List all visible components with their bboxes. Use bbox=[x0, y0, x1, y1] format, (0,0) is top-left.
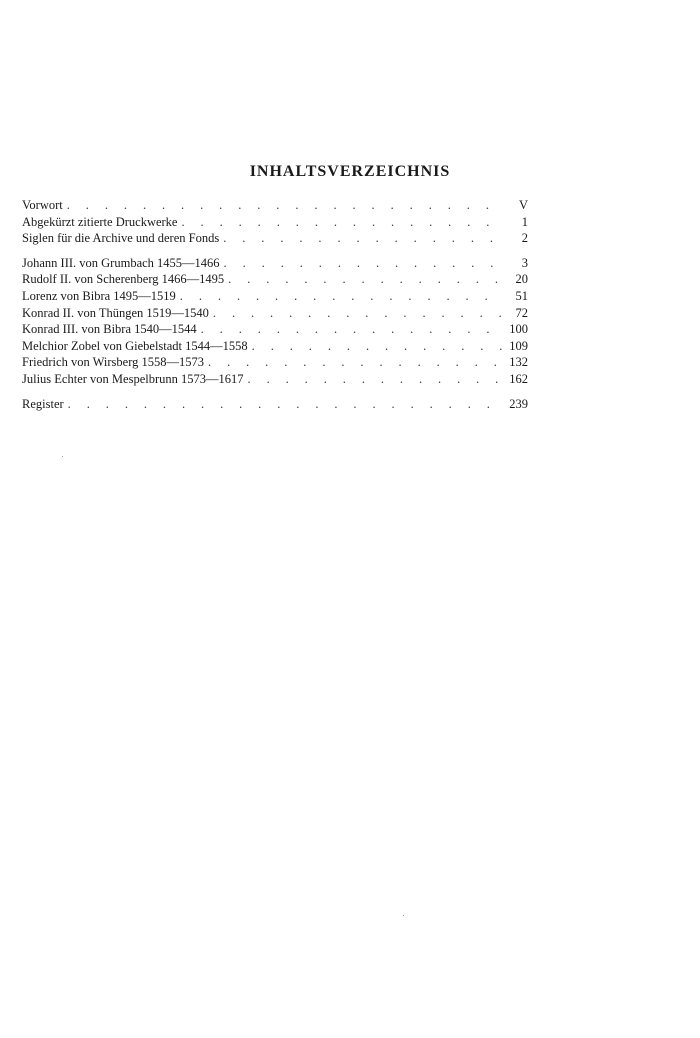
toc-entry-page: 20 bbox=[515, 272, 528, 287]
toc-entry-title: Konrad III. von Bibra 1540—1544 bbox=[22, 322, 197, 337]
toc-entry-title: Melchior Zobel von Giebelstadt 1544—1558 bbox=[22, 338, 248, 353]
toc-entry-page: 132 bbox=[509, 355, 528, 370]
dot-leader bbox=[228, 271, 502, 288]
toc-entry-page: 51 bbox=[515, 288, 528, 303]
toc-entry-page: 109 bbox=[509, 338, 528, 353]
toc-entry-title: Vorwort bbox=[22, 198, 63, 212]
toc-entry[interactable] bbox=[22, 305, 528, 322]
toc-entry-title: Rudolf II. von Scherenberg 1466—1495 bbox=[22, 272, 225, 287]
dot-leader bbox=[248, 371, 502, 388]
toc-entry[interactable] bbox=[22, 354, 528, 371]
toc-entry-page: 100 bbox=[509, 322, 528, 337]
toc-group-front-matter bbox=[22, 197, 528, 247]
dot-leader bbox=[68, 396, 502, 413]
toc-entry[interactable] bbox=[22, 255, 528, 272]
dot-leader bbox=[67, 197, 502, 214]
page-title: INHALTSVERZEICHNIS bbox=[249, 163, 451, 180]
toc-entry-title: Lorenz von Bibra 1495—1519 bbox=[22, 288, 176, 303]
toc-entry-page: 239 bbox=[509, 396, 528, 411]
dot-leader bbox=[252, 338, 502, 355]
toc-entry-page: 2 bbox=[521, 231, 528, 246]
dot-leader bbox=[213, 305, 502, 322]
dot-leader bbox=[201, 321, 502, 338]
toc-entry[interactable] bbox=[22, 288, 528, 305]
toc-entry-title: Siglen für die Archive und deren Fonds bbox=[22, 231, 220, 246]
toc-entry-page: V bbox=[518, 198, 528, 212]
toc-entry-page: 3 bbox=[521, 255, 528, 270]
dot-leader bbox=[180, 288, 502, 305]
toc-entry[interactable] bbox=[22, 197, 528, 214]
toc-entry[interactable] bbox=[22, 371, 528, 388]
toc-group-chapters bbox=[22, 255, 528, 388]
toc-entry[interactable] bbox=[22, 338, 528, 355]
dot-leader bbox=[224, 255, 502, 272]
toc-entry[interactable] bbox=[22, 230, 528, 247]
toc-entry[interactable] bbox=[22, 271, 528, 288]
toc-group-back-matter bbox=[22, 396, 528, 413]
dot-leader bbox=[223, 230, 502, 247]
table-of-contents bbox=[22, 197, 528, 412]
toc-entry[interactable] bbox=[22, 321, 528, 338]
toc-entry-title: Konrad II. von Thüngen 1519—1540 bbox=[22, 305, 209, 320]
toc-entry-title: Register bbox=[22, 396, 64, 411]
dot-leader bbox=[181, 214, 502, 231]
speck bbox=[62, 456, 63, 457]
toc-entry[interactable] bbox=[22, 214, 528, 231]
toc-entry-title: Friedrich von Wirsberg 1558—1573 bbox=[22, 355, 205, 370]
toc-entry-title: Abgekürzt zitierte Druckwerke bbox=[22, 214, 178, 229]
toc-entry-page: 1 bbox=[521, 214, 528, 229]
speck bbox=[403, 915, 404, 916]
toc-entry-title: Johann III. von Grumbach 1455—1466 bbox=[22, 255, 220, 270]
toc-entry-page: 72 bbox=[515, 305, 528, 320]
toc-entry[interactable] bbox=[22, 396, 528, 413]
toc-entry-page: 162 bbox=[509, 371, 528, 386]
toc-entry-title: Julius Echter von Mespelbrunn 1573—1617 bbox=[22, 371, 244, 386]
dot-leader bbox=[208, 354, 502, 371]
